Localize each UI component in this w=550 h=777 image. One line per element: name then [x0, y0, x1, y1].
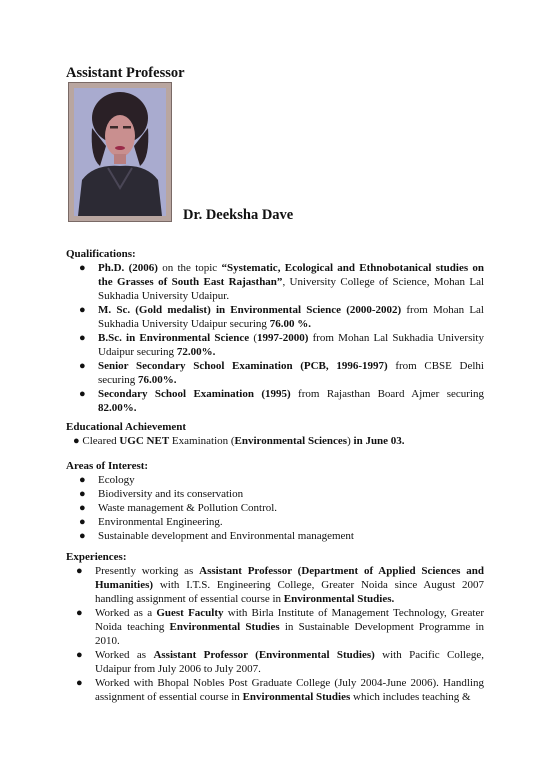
list-item: ● Environmental Engineering.	[79, 516, 223, 528]
bullet-icon: ●	[79, 262, 86, 274]
candidate-name: Dr. Deeksha Dave	[183, 207, 294, 223]
profile-photo	[68, 82, 172, 222]
experiences-heading: Experiences:	[66, 551, 127, 563]
bullet-icon: ●	[79, 332, 86, 344]
portrait-photo-icon	[74, 88, 166, 216]
list-item: ● B.Sc. in Environmental Science (1997-2000) from Mohan Lal Sukhadia University Udaipur securing 72.00%.	[79, 332, 484, 358]
bullet-icon: ●	[79, 388, 86, 400]
bullet-icon: ●	[79, 360, 86, 372]
bullet-icon: ●	[76, 649, 83, 661]
achievement-text: ● Cleared UGC NET Examination (Environmental Sciences) in June 03.	[73, 435, 405, 447]
list-item: ● Worked with Bhopal Nobles Post Graduate College (July 2004-June 2006). Handling assignment of essential course in Environmental Studies which includes teaching &	[76, 677, 484, 703]
page-title: Assistant Professor	[66, 65, 185, 81]
list-item: ● Ecology	[79, 474, 135, 486]
bullet-icon: ●	[79, 304, 86, 316]
qualifications-heading: Qualifications:	[66, 248, 136, 260]
bullet-icon: ●	[79, 474, 86, 486]
achievement-heading: Educational Achievement	[66, 421, 187, 433]
list-item: ● Senior Secondary School Examination (PCB, 1996-1997) from CBSE Delhi securing 76.00%.	[79, 360, 484, 386]
list-item: ● Secondary School Examination (1995) from Rajasthan Board Ajmer securing 82.00%.	[79, 388, 484, 414]
list-item: ● Presently working as Assistant Professor (Department of Applied Sciences and Humanities) with I.T.S. Engineering College, Greater Noida since August 2007 handling assignment of essential course in Environmental Studies.	[76, 565, 484, 605]
list-item: ● Ph.D. (2006) on the topic “Systematic, Ecological and Ethnobotanical studies on the Grasses of South East Rajasthan”, University College of Science, Mohan Lal Sukhadia University Udaipur.	[79, 262, 485, 302]
bullet-icon: ●	[76, 565, 83, 577]
list-item: ● Worked as a Guest Faculty with Birla Institute of Management Technology, Greater Noida teaching Environmental Studies in Sustainable Development Programme in 2010.	[76, 607, 484, 647]
list-item: ● Sustainable development and Environmental management	[79, 530, 354, 542]
bullet-icon: ●	[79, 530, 86, 542]
interests-list	[79, 473, 484, 543]
list-item: ● Worked as Assistant Professor (Environmental Studies) with Pacific College, Udaipur from July 2006 to July 2007.	[76, 649, 484, 675]
list-item: ● Biodiversity and its conservation	[79, 488, 244, 500]
bullet-icon: ●	[76, 677, 83, 689]
list-item: ● Waste management & Pollution Control.	[79, 502, 278, 514]
bullet-icon: ●	[76, 607, 83, 619]
bullet-icon: ●	[79, 502, 86, 514]
interests-heading: Areas of Interest:	[66, 460, 149, 472]
bullet-icon: ●	[79, 516, 86, 528]
list-item: ● M. Sc. (Gold medalist) in Environmental Science (2000-2002) from Mohan Lal Sukhadia University Udaipur securing 76.00 %.	[79, 304, 484, 330]
experiences-list	[76, 564, 484, 704]
bullet-icon: ●	[79, 488, 86, 500]
qualifications-list	[79, 261, 484, 415]
bullet-icon: ●	[73, 435, 80, 447]
